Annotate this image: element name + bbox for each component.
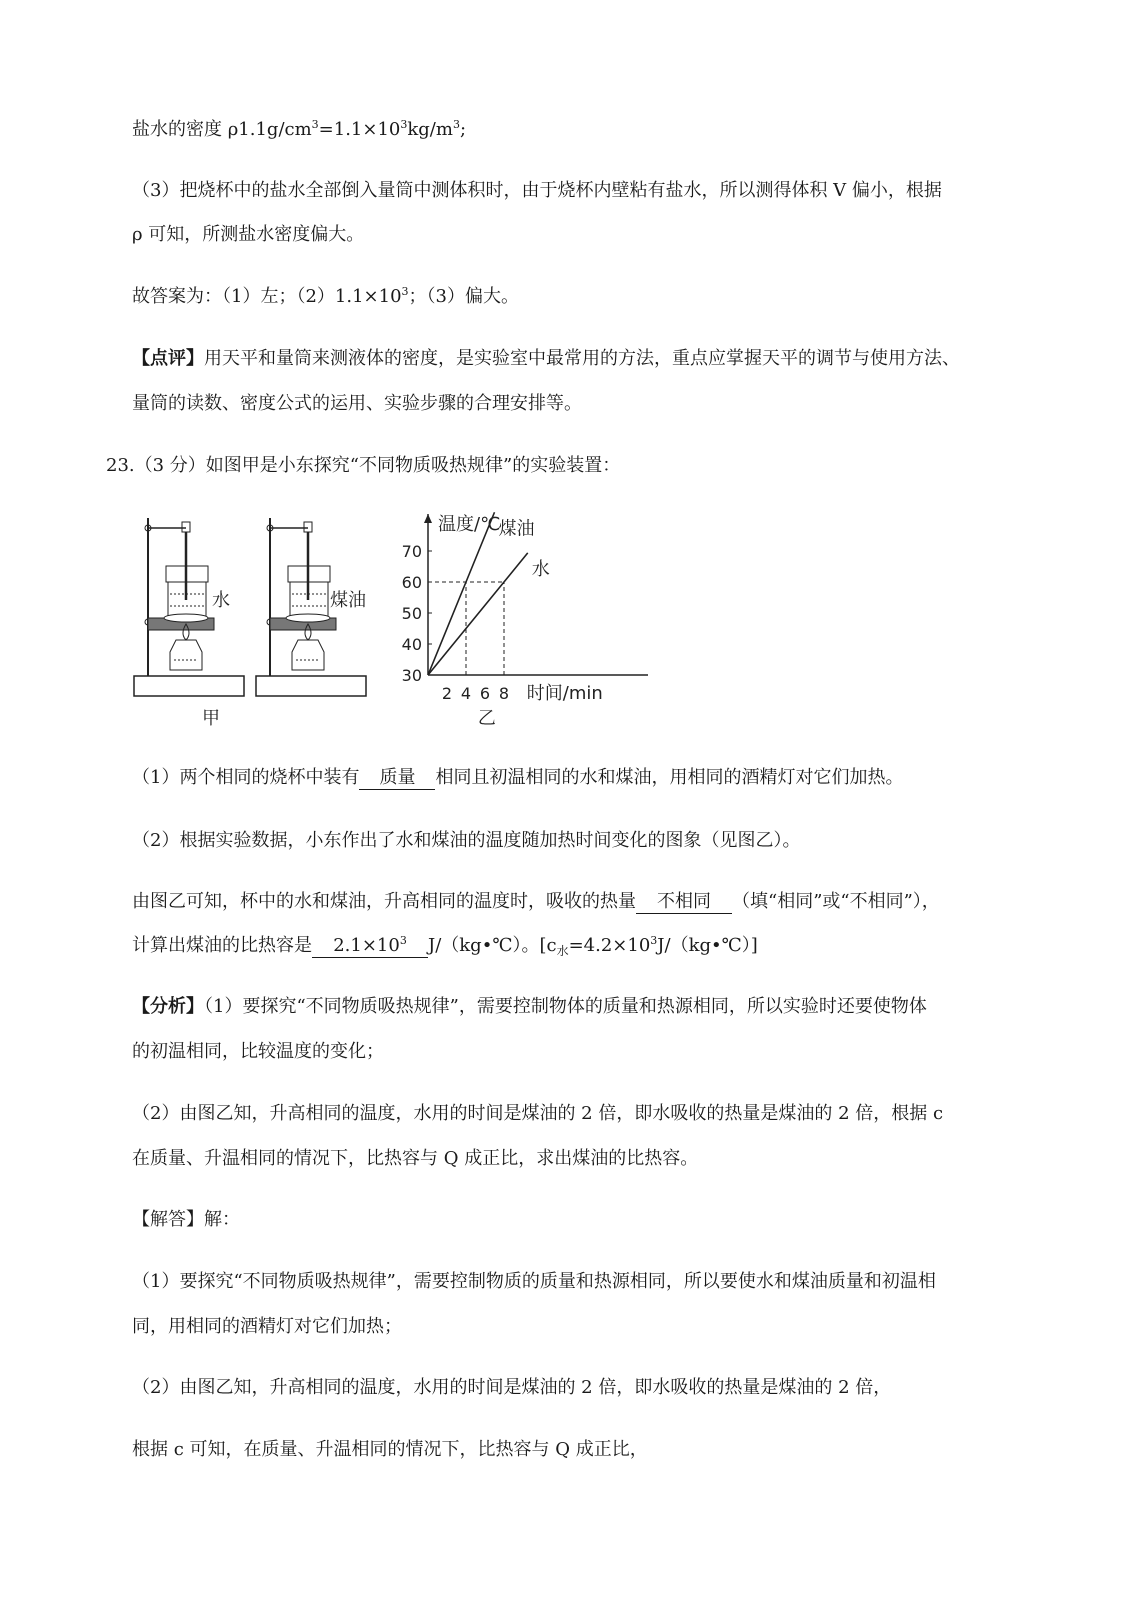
superscript: 3: [650, 934, 658, 947]
answer-blank-3: [312, 935, 428, 958]
text-line-3: ρ 可知，所测盐水密度偏大。: [132, 224, 365, 245]
blank-question-3: [132, 933, 758, 959]
solution-heading: [132, 1207, 240, 1233]
y-tick-label: 70: [401, 542, 422, 561]
analysis-tag: 【分析】: [132, 996, 204, 1017]
analysis-line-2: 的初温相同，比较温度的变化；: [132, 1041, 384, 1062]
blank-question-2: [132, 889, 940, 915]
analysis-line-4: 在质量、升温相同的情况下，比热容与 Q 成正比，求出煤油的比热容。: [132, 1148, 699, 1169]
q3-text: J/（kg•℃）]: [657, 935, 758, 956]
q2-text: 由图乙可知，杯中的水和煤油，升高相同的温度时，吸收的热量: [132, 891, 636, 912]
water-label: 水: [212, 590, 230, 611]
x-tick-label: 8: [498, 684, 510, 703]
answer-blank-1: 质量: [359, 767, 435, 790]
question-23: 23.（3 分）如图甲是小东探究“不同物质吸热规律”的实验装置：: [106, 455, 621, 476]
answer-summary: [132, 284, 519, 310]
superscript: 3: [400, 118, 408, 131]
series-label: 煤油: [498, 518, 535, 540]
analysis-text: （1）要探究“不同物质吸热规律”，需要控制物体的质量和热源相同，所以实验时还要使物体: [204, 996, 927, 1017]
line-1-part: kg/m: [407, 119, 453, 140]
q2-text: （填“相同”或“不相同”），: [732, 891, 940, 912]
temperature-time-chart: [402, 512, 648, 729]
superscript: 3: [401, 285, 409, 298]
line-1-part: ;: [459, 119, 467, 140]
x-tick-label: 2: [441, 684, 453, 703]
line-1-part: =1.1×10: [318, 119, 401, 140]
series-line: [428, 553, 528, 675]
solution-line-1: （1）要探究“不同物质吸热规律”，需要控制物质的质量和热源相同，所以要使水和煤油质量和初温相: [132, 1271, 936, 1292]
label-jia: 甲: [202, 708, 220, 729]
apparatus-water: [134, 518, 244, 696]
blank-question-1: [132, 765, 903, 791]
line-1-part: 盐水的密度 ρ1.1g/cm: [132, 119, 312, 140]
solution-line-4: 根据 c 可知，在质量、升温相同的情况下，比热容与 Q 成正比，: [132, 1439, 648, 1460]
y-axis-arrow: [424, 514, 432, 523]
answer-part: ；（3）偏大。: [408, 286, 519, 307]
experiment-figure: [128, 510, 648, 735]
subscript: 水: [556, 944, 569, 958]
y-tick-label: 50: [401, 604, 422, 623]
question-2-line: （2）根据实验数据，小东作出了水和煤油的温度随加热时间变化的图象（见图乙）。: [132, 830, 801, 851]
y-tick-label: 30: [401, 666, 422, 685]
x-axis-label: 时间/min: [526, 683, 603, 704]
comment-line-2: 量筒的读数、密度公式的运用、实验步骤的合理安排等。: [132, 393, 582, 414]
apparatus-kerosene: [256, 518, 366, 696]
q1-text: （1）两个相同的烧杯中装有: [132, 767, 360, 788]
analysis-line-1: [132, 994, 927, 1020]
y-tick-label: 40: [401, 635, 422, 654]
solution-line-2: 同，用相同的酒精灯对它们加热；: [132, 1316, 402, 1337]
y-tick-label: 60: [401, 573, 422, 592]
solution-tag: 【解答】: [132, 1209, 204, 1230]
solution-text: 解：: [204, 1209, 240, 1230]
x-tick-label: 4: [460, 684, 472, 703]
q1-text: 相同且初温相同的水和煤油，用相同的酒精灯对它们加热。: [435, 767, 904, 788]
kerosene-label: 煤油: [330, 590, 366, 611]
x-tick-label: 6: [479, 684, 491, 703]
superscript: 3: [452, 118, 460, 131]
comment-text: 用天平和量筒来测液体的密度，是实验室中最常用的方法，重点应掌握天平的调节与使用方法、: [204, 348, 960, 369]
analysis-line-3: （2）由图乙知，升高相同的温度，水用的时间是煤油的 2 倍，即水吸收的热量是煤油的 2 倍，根据 c: [132, 1103, 944, 1124]
q3-text: =4.2×10: [568, 935, 651, 956]
answer-blank-2: 不相同: [636, 891, 732, 914]
comment-tag: 【点评】: [132, 348, 204, 369]
y-axis-label: 温度/℃: [438, 514, 501, 535]
q3-text: J/（kg•℃）。[c: [428, 935, 557, 956]
comment-line-1: [132, 346, 960, 372]
series-line: [428, 512, 495, 675]
q3-text: 计算出煤油的比热容是: [132, 935, 312, 956]
text-line-2: （3）把烧杯中的盐水全部倒入量筒中测体积时，由于烧杯内壁粘有盐水，所以测得体积 V 偏小，根据: [132, 180, 942, 201]
answer-part: 故答案为：（1）左；（2）1.1×10: [132, 286, 402, 307]
superscript: 3: [311, 118, 319, 131]
text-line-1: [132, 117, 466, 143]
superscript: 3: [399, 934, 407, 947]
solution-line-3: （2）由图乙知，升高相同的温度，水用的时间是煤油的 2 倍，即水吸收的热量是煤油的 2 倍，: [132, 1377, 892, 1398]
series-label: 水: [531, 558, 550, 580]
blank-value: 2.1×10: [333, 935, 400, 956]
label-yi: 乙: [477, 708, 496, 729]
